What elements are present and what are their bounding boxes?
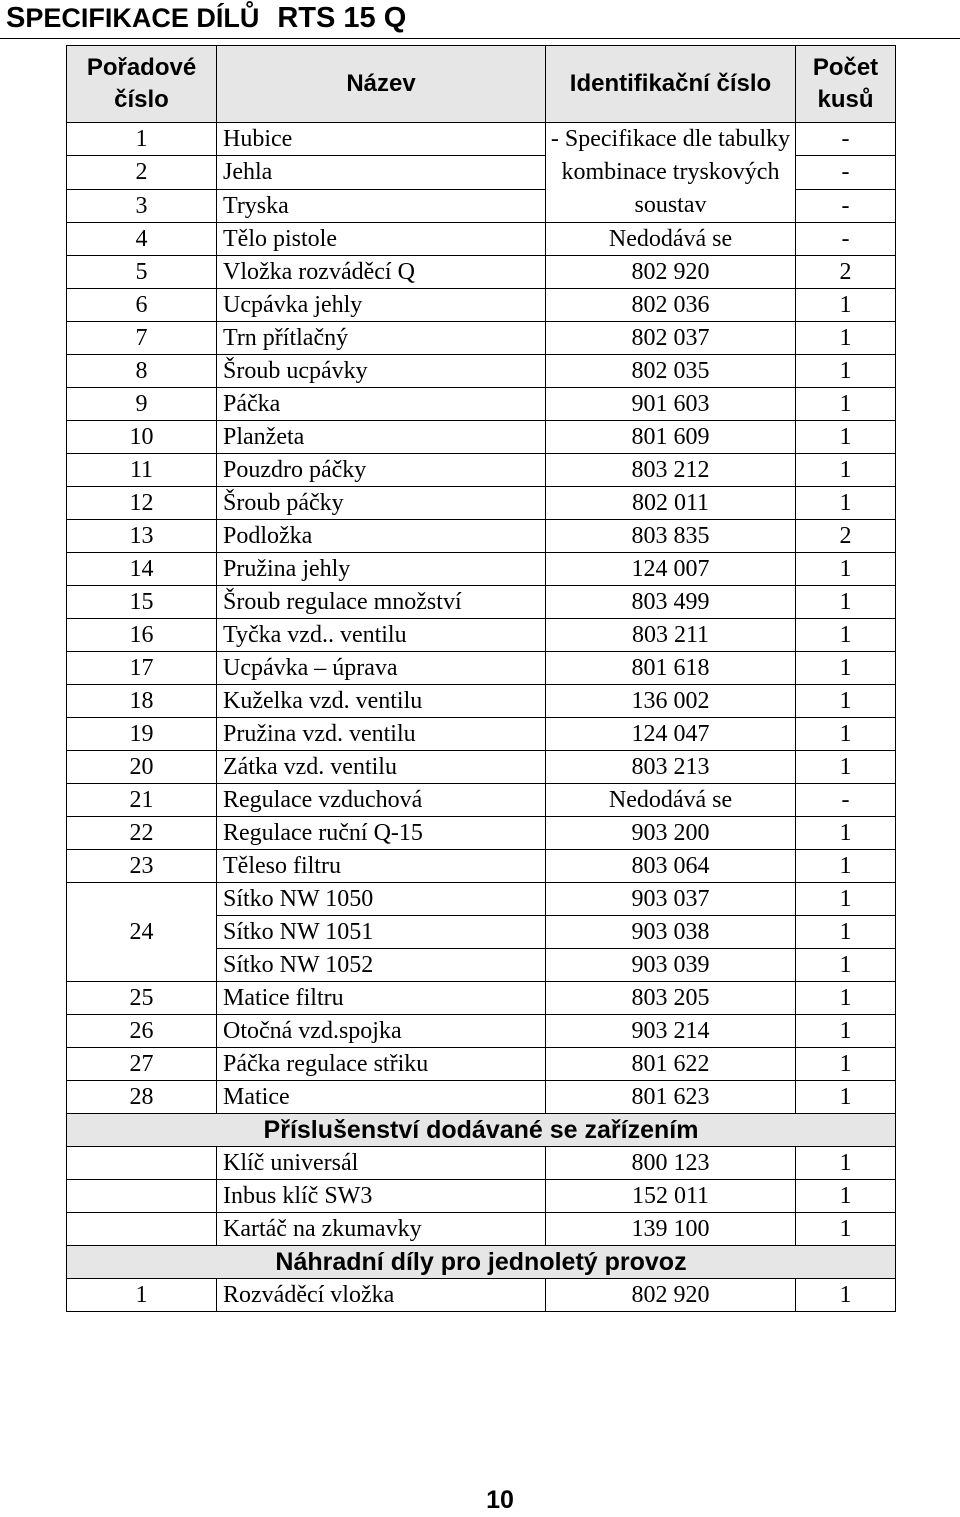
part-id: 901 603 [546, 388, 796, 421]
table-row [67, 553, 896, 586]
row-number: 14 [67, 553, 217, 586]
page-title [6, 2, 406, 34]
row-number: 25 [67, 982, 217, 1015]
part-name: Sítko NW 1051 [217, 916, 546, 949]
row-number: 10 [67, 421, 217, 454]
part-id: 802 036 [546, 289, 796, 322]
row-number: 16 [67, 619, 217, 652]
row-number: 12 [67, 487, 217, 520]
row-number: 11 [67, 454, 217, 487]
part-count: 1 [796, 1279, 896, 1312]
table-row [67, 289, 896, 322]
row-number: 23 [67, 850, 217, 883]
table-row [67, 619, 896, 652]
part-name: Šroub ucpávky [217, 355, 546, 388]
spares-heading-title: Náhradní díly pro jednoletý provoz [67, 1246, 896, 1279]
header-id: Identifikační číslo [546, 46, 796, 123]
part-count: 1 [796, 1081, 896, 1114]
row-number: 9 [67, 388, 217, 421]
part-id: 124 007 [546, 553, 796, 586]
part-name: Těleso filtru [217, 850, 546, 883]
table-row [67, 817, 896, 850]
row-number: 5 [67, 256, 217, 289]
row-number [67, 1147, 217, 1180]
part-name: Podložka [217, 520, 546, 553]
row-number: 28 [67, 1081, 217, 1114]
part-count: 1 [796, 355, 896, 388]
part-name: Kuželka vzd. ventilu [217, 685, 546, 718]
part-name: Šroub regulace množství [217, 586, 546, 619]
part-count: 2 [796, 520, 896, 553]
table-row [67, 1015, 896, 1048]
part-id: 803 835 [546, 520, 796, 553]
part-count: 1 [796, 289, 896, 322]
part-count: 1 [796, 1015, 896, 1048]
part-id: 124 047 [546, 718, 796, 751]
part-id: 803 211 [546, 619, 796, 652]
row-number: 15 [67, 586, 217, 619]
part-id: 152 011 [546, 1180, 796, 1213]
part-count: - [796, 123, 896, 156]
table-row [67, 586, 896, 619]
row-number: 1 [67, 123, 217, 156]
part-count: 1 [796, 553, 896, 586]
table-row [67, 256, 896, 289]
part-name: Planžeta [217, 421, 546, 454]
title-model: RTS 15 Q [277, 2, 407, 34]
header-name: Název [217, 46, 546, 123]
part-name: Matice filtru [217, 982, 546, 1015]
part-name: Páčka regulace střiku [217, 1048, 546, 1081]
part-count: 1 [796, 850, 896, 883]
part-name: Jehla [217, 156, 546, 189]
part-name: Trn přítlačný [217, 322, 546, 355]
part-count: 1 [796, 454, 896, 487]
accessories-heading [67, 1114, 896, 1147]
row-number: 20 [67, 751, 217, 784]
table-header-row [67, 46, 896, 123]
table-row [67, 1279, 896, 1312]
table-row [67, 388, 896, 421]
part-id: Nedodává se [546, 223, 796, 256]
part-count: - [796, 784, 896, 817]
part-id: 802 035 [546, 355, 796, 388]
header-count: Počet kusů [796, 46, 896, 123]
part-id: 136 002 [546, 685, 796, 718]
row-number: 3 [67, 189, 217, 222]
table-row [67, 1081, 896, 1114]
part-id: 802 037 [546, 322, 796, 355]
part-id: Nedodává se [546, 784, 796, 817]
table-row [67, 685, 896, 718]
part-count: 1 [796, 586, 896, 619]
table-row [67, 487, 896, 520]
table-row [67, 718, 896, 751]
part-id: 903 039 [546, 949, 796, 982]
part-count: 1 [796, 817, 896, 850]
part-count: - [796, 156, 896, 189]
parts-table [66, 45, 896, 1312]
part-count: 1 [796, 916, 896, 949]
table-row [67, 322, 896, 355]
part-id: 803 064 [546, 850, 796, 883]
row-number: 2 [67, 156, 217, 189]
table-body [67, 123, 896, 1312]
part-name: Páčka [217, 388, 546, 421]
row-number: 1 [67, 1279, 217, 1312]
part-id: 803 205 [546, 982, 796, 1015]
part-name: Rozváděcí vložka [217, 1279, 546, 1312]
row-number: 8 [67, 355, 217, 388]
part-name: Ucpávka – úprava [217, 652, 546, 685]
table-row [67, 454, 896, 487]
row-number: 19 [67, 718, 217, 751]
table-row [67, 652, 896, 685]
title-smallcaps: PECIFIKACE DÍLŮ [25, 3, 260, 33]
part-count: 1 [796, 421, 896, 454]
row-number: 17 [67, 652, 217, 685]
part-count: 1 [796, 982, 896, 1015]
table-row [67, 1213, 896, 1246]
row-number [67, 1180, 217, 1213]
table-row [67, 1180, 896, 1213]
part-count: 1 [796, 1147, 896, 1180]
part-count: 1 [796, 487, 896, 520]
part-id: 802 920 [546, 256, 796, 289]
row-number: 26 [67, 1015, 217, 1048]
title-rule [0, 38, 960, 39]
spares-heading [67, 1246, 896, 1279]
part-name: Sítko NW 1050 [217, 883, 546, 916]
table-row [67, 355, 896, 388]
row-number: 7 [67, 322, 217, 355]
part-id: 801 622 [546, 1048, 796, 1081]
part-id: 903 038 [546, 916, 796, 949]
part-name: Pružina vzd. ventilu [217, 718, 546, 751]
part-count: 1 [796, 1180, 896, 1213]
part-name: Pružina jehly [217, 553, 546, 586]
part-count: - [796, 189, 896, 222]
part-name: Zátka vzd. ventilu [217, 751, 546, 784]
part-name: Ucpávka jehly [217, 289, 546, 322]
part-count: 1 [796, 751, 896, 784]
part-name: Kartáč na zkumavky [217, 1213, 546, 1246]
part-name: Vložka rozváděcí Q [217, 256, 546, 289]
row-number: 18 [67, 685, 217, 718]
part-id: 801 623 [546, 1081, 796, 1114]
part-id: 903 200 [546, 817, 796, 850]
part-count: 1 [796, 718, 896, 751]
part-count: 1 [796, 1048, 896, 1081]
table-row [67, 850, 896, 883]
header-order: Pořadové číslo [67, 46, 217, 123]
part-name: Šroub páčky [217, 487, 546, 520]
part-name: Matice [217, 1081, 546, 1114]
part-count: 1 [796, 619, 896, 652]
row-number [67, 1213, 217, 1246]
page-number: 10 [486, 1486, 514, 1514]
table-row [67, 223, 896, 256]
part-name: Tryska [217, 189, 546, 222]
part-count: 1 [796, 652, 896, 685]
table-row [67, 421, 896, 454]
table-row [67, 883, 896, 916]
part-name: Pouzdro páčky [217, 454, 546, 487]
part-count: 1 [796, 322, 896, 355]
row-number: 22 [67, 817, 217, 850]
part-count: 1 [796, 685, 896, 718]
part-count: 1 [796, 1213, 896, 1246]
part-id: 139 100 [546, 1213, 796, 1246]
title-prefix: S [6, 2, 26, 34]
part-name: Regulace ruční Q-15 [217, 817, 546, 850]
part-id: 803 213 [546, 751, 796, 784]
part-name: Sítko NW 1052 [217, 949, 546, 982]
table-row [67, 123, 896, 156]
part-id: 803 499 [546, 586, 796, 619]
part-id: 803 212 [546, 454, 796, 487]
part-count: 1 [796, 883, 896, 916]
table-row [67, 520, 896, 553]
part-id: 802 920 [546, 1279, 796, 1312]
row-number: 27 [67, 1048, 217, 1081]
row-number: 21 [67, 784, 217, 817]
part-id: 903 037 [546, 883, 796, 916]
part-count: - [796, 223, 896, 256]
row-number: 13 [67, 520, 217, 553]
row-number: 24 [67, 883, 217, 982]
part-id: 801 609 [546, 421, 796, 454]
specification-note: - Specifikace dle tabulky kombinace tryskových soustav [546, 123, 796, 223]
table-row [67, 1048, 896, 1081]
table-row [67, 784, 896, 817]
accessories-heading-title: Příslušenství dodávané se zařízením [67, 1114, 896, 1147]
part-name: Hubice [217, 123, 546, 156]
part-name: Klíč universál [217, 1147, 546, 1180]
row-number: 4 [67, 223, 217, 256]
part-name: Tyčka vzd.. ventilu [217, 619, 546, 652]
part-name: Tělo pistole [217, 223, 546, 256]
part-id: 903 214 [546, 1015, 796, 1048]
table-row [67, 1147, 896, 1180]
part-id: 800 123 [546, 1147, 796, 1180]
part-id: 801 618 [546, 652, 796, 685]
part-name: Otočná vzd.spojka [217, 1015, 546, 1048]
part-name: Inbus klíč SW3 [217, 1180, 546, 1213]
part-name: Regulace vzduchová [217, 784, 546, 817]
table-row [67, 982, 896, 1015]
part-count: 2 [796, 256, 896, 289]
part-count: 1 [796, 388, 896, 421]
part-count: 1 [796, 949, 896, 982]
row-number: 6 [67, 289, 217, 322]
table-row [67, 751, 896, 784]
part-id: 802 011 [546, 487, 796, 520]
